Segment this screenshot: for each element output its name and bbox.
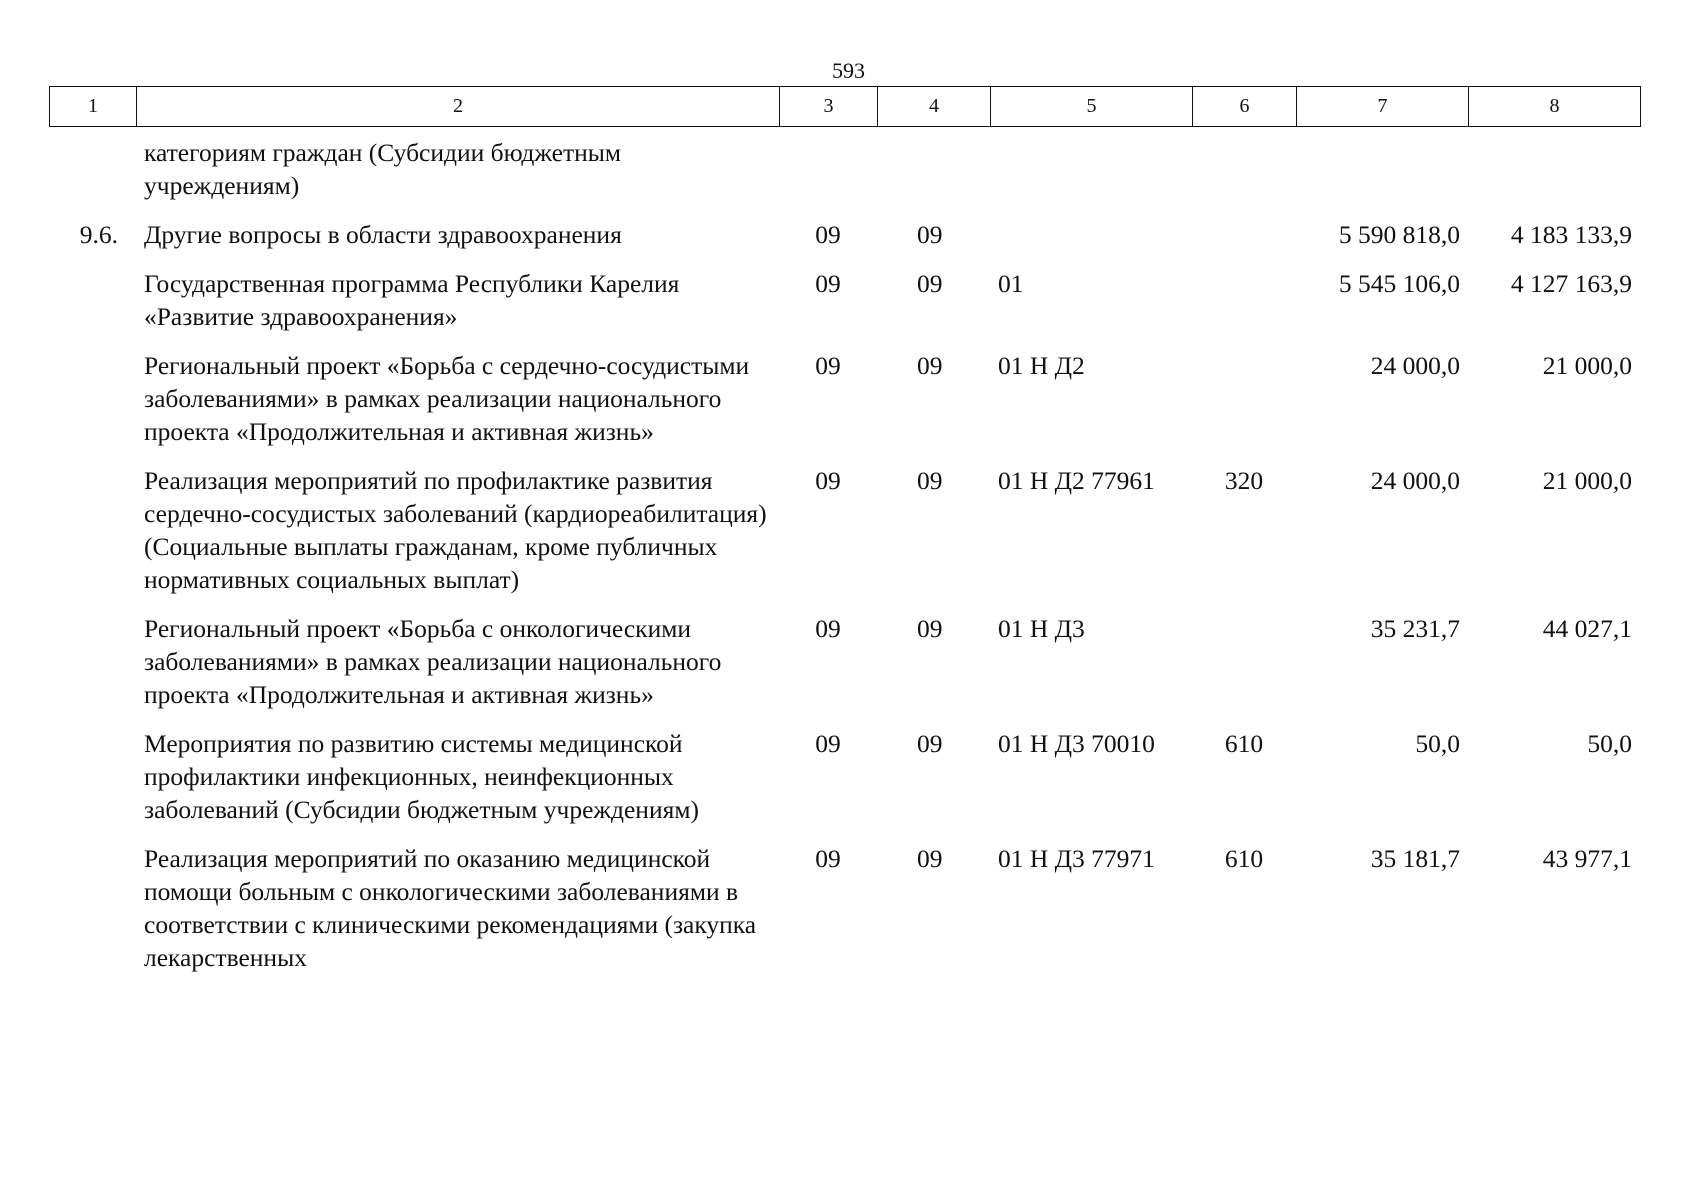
header-col-7: 7 <box>1297 87 1469 127</box>
table-row <box>49 218 1640 267</box>
row-name: Региональный проект «Борьба с сердечно-сосудистыми заболеваниями» в рамках реализации национального проекта «Продолжительная и активная жизнь» <box>144 351 750 446</box>
row-number <box>49 464 136 612</box>
row-subsection: 09 <box>917 220 943 249</box>
row-expense-type <box>1192 349 1296 464</box>
row-number <box>49 612 136 727</box>
row-number: 9.6. <box>79 220 118 249</box>
column-number-header <box>49 86 1641 127</box>
row-amount-year-2: 4 183 133,9 <box>1510 220 1632 249</box>
row-expense-type <box>1192 267 1296 349</box>
row-amount-year-1: 35 181,7 <box>1370 844 1460 873</box>
table-row <box>49 464 1640 612</box>
row-subsection: 09 <box>917 844 943 873</box>
row-name: Мероприятия по развитию системы медицинской профилактики инфекционных, неинфекционных заболеваний (Субсидии бюджетным учреждениям) <box>144 729 699 824</box>
row-section: 09 <box>815 466 841 495</box>
row-amount-year-1: 5 590 818,0 <box>1338 220 1460 249</box>
row-target-article: 01 Н Д2 77961 <box>998 466 1155 495</box>
row-amount-year-1: 35 231,7 <box>1370 614 1460 643</box>
table-row <box>49 727 1640 842</box>
row-target-article: 01 Н Д2 <box>998 351 1085 380</box>
table-row <box>49 842 1640 990</box>
row-target-article: 01 Н Д3 70010 <box>998 729 1155 758</box>
row-section: 09 <box>815 614 841 643</box>
row-number <box>49 349 136 464</box>
row-section: 09 <box>815 844 841 873</box>
header-col-5: 5 <box>991 87 1193 127</box>
row-subsection: 09 <box>917 269 943 298</box>
row-amount-year-1: 24 000,0 <box>1370 351 1460 380</box>
row-target-article <box>990 130 1192 218</box>
row-amount-year-2: 4 127 163,9 <box>1510 269 1632 298</box>
header-col-3: 3 <box>780 87 878 127</box>
row-expense-type: 610 <box>1224 844 1264 873</box>
header-col-2: 2 <box>137 87 780 127</box>
row-target-article <box>990 218 1192 267</box>
row-name: категориям граждан (Субсидии бюджетным учреждениям) <box>144 138 622 200</box>
row-amount-year-1 <box>1296 130 1468 218</box>
row-amount-year-1: 24 000,0 <box>1370 466 1460 495</box>
row-section: 09 <box>815 729 841 758</box>
row-number <box>49 727 136 842</box>
table-row <box>49 612 1640 727</box>
page-number: 593 <box>832 58 865 83</box>
row-amount-year-2: 44 027,1 <box>1542 614 1632 643</box>
row-expense-type <box>1192 130 1296 218</box>
row-subsection: 09 <box>917 351 943 380</box>
table-row <box>49 130 1640 218</box>
row-name: Государственная программа Республики Карелия «Развитие здравоохранения» <box>144 269 680 331</box>
row-subsection: 09 <box>917 614 943 643</box>
header-col-6: 6 <box>1193 87 1297 127</box>
table-row <box>49 267 1640 349</box>
row-name: Региональный проект «Борьба с онкологическими заболеваниями» в рамках реализации национального проекта «Продолжительная и активная жизнь» <box>144 614 722 709</box>
header-col-8: 8 <box>1469 87 1641 127</box>
budget-table <box>49 130 1640 990</box>
row-subsection: 09 <box>917 729 943 758</box>
row-section: 09 <box>815 220 841 249</box>
row-amount-year-2 <box>1468 130 1640 218</box>
row-expense-type: 320 <box>1224 466 1264 495</box>
row-expense-type <box>1192 612 1296 727</box>
row-target-article: 01 Н Д3 77971 <box>998 844 1155 873</box>
header-col-1: 1 <box>50 87 137 127</box>
row-amount-year-2: 21 000,0 <box>1542 351 1632 380</box>
row-expense-type <box>1192 218 1296 267</box>
row-amount-year-2: 21 000,0 <box>1542 466 1632 495</box>
row-section <box>779 130 877 218</box>
row-target-article: 01 Н Д3 <box>998 614 1085 643</box>
row-name: Реализация мероприятий по профилактике развития сердечно-сосудистых заболеваний (кардиореабилитация) (Социальные выплаты гражданам, кроме публичных нормативных социальных выплат) <box>144 466 767 594</box>
table-row <box>49 349 1640 464</box>
row-amount-year-2: 43 977,1 <box>1542 844 1632 873</box>
row-name: Другие вопросы в области здравоохранения <box>144 220 622 249</box>
row-name: Реализация мероприятий по оказанию медицинской помощи больным с онкологическими заболеваниями в соответствии с клиническими рекомендациями (закупка лекарственных <box>144 844 757 972</box>
row-amount-year-1: 50,0 <box>1415 729 1460 758</box>
row-subsection <box>877 130 990 218</box>
row-subsection: 09 <box>917 466 943 495</box>
row-amount-year-1: 5 545 106,0 <box>1338 269 1460 298</box>
row-target-article: 01 <box>998 269 1024 298</box>
row-number <box>49 842 136 990</box>
row-number <box>49 130 136 218</box>
row-amount-year-2: 50,0 <box>1587 729 1632 758</box>
row-number <box>49 267 136 349</box>
header-col-4: 4 <box>878 87 991 127</box>
row-section: 09 <box>815 351 841 380</box>
row-section: 09 <box>815 269 841 298</box>
row-expense-type: 610 <box>1224 729 1264 758</box>
